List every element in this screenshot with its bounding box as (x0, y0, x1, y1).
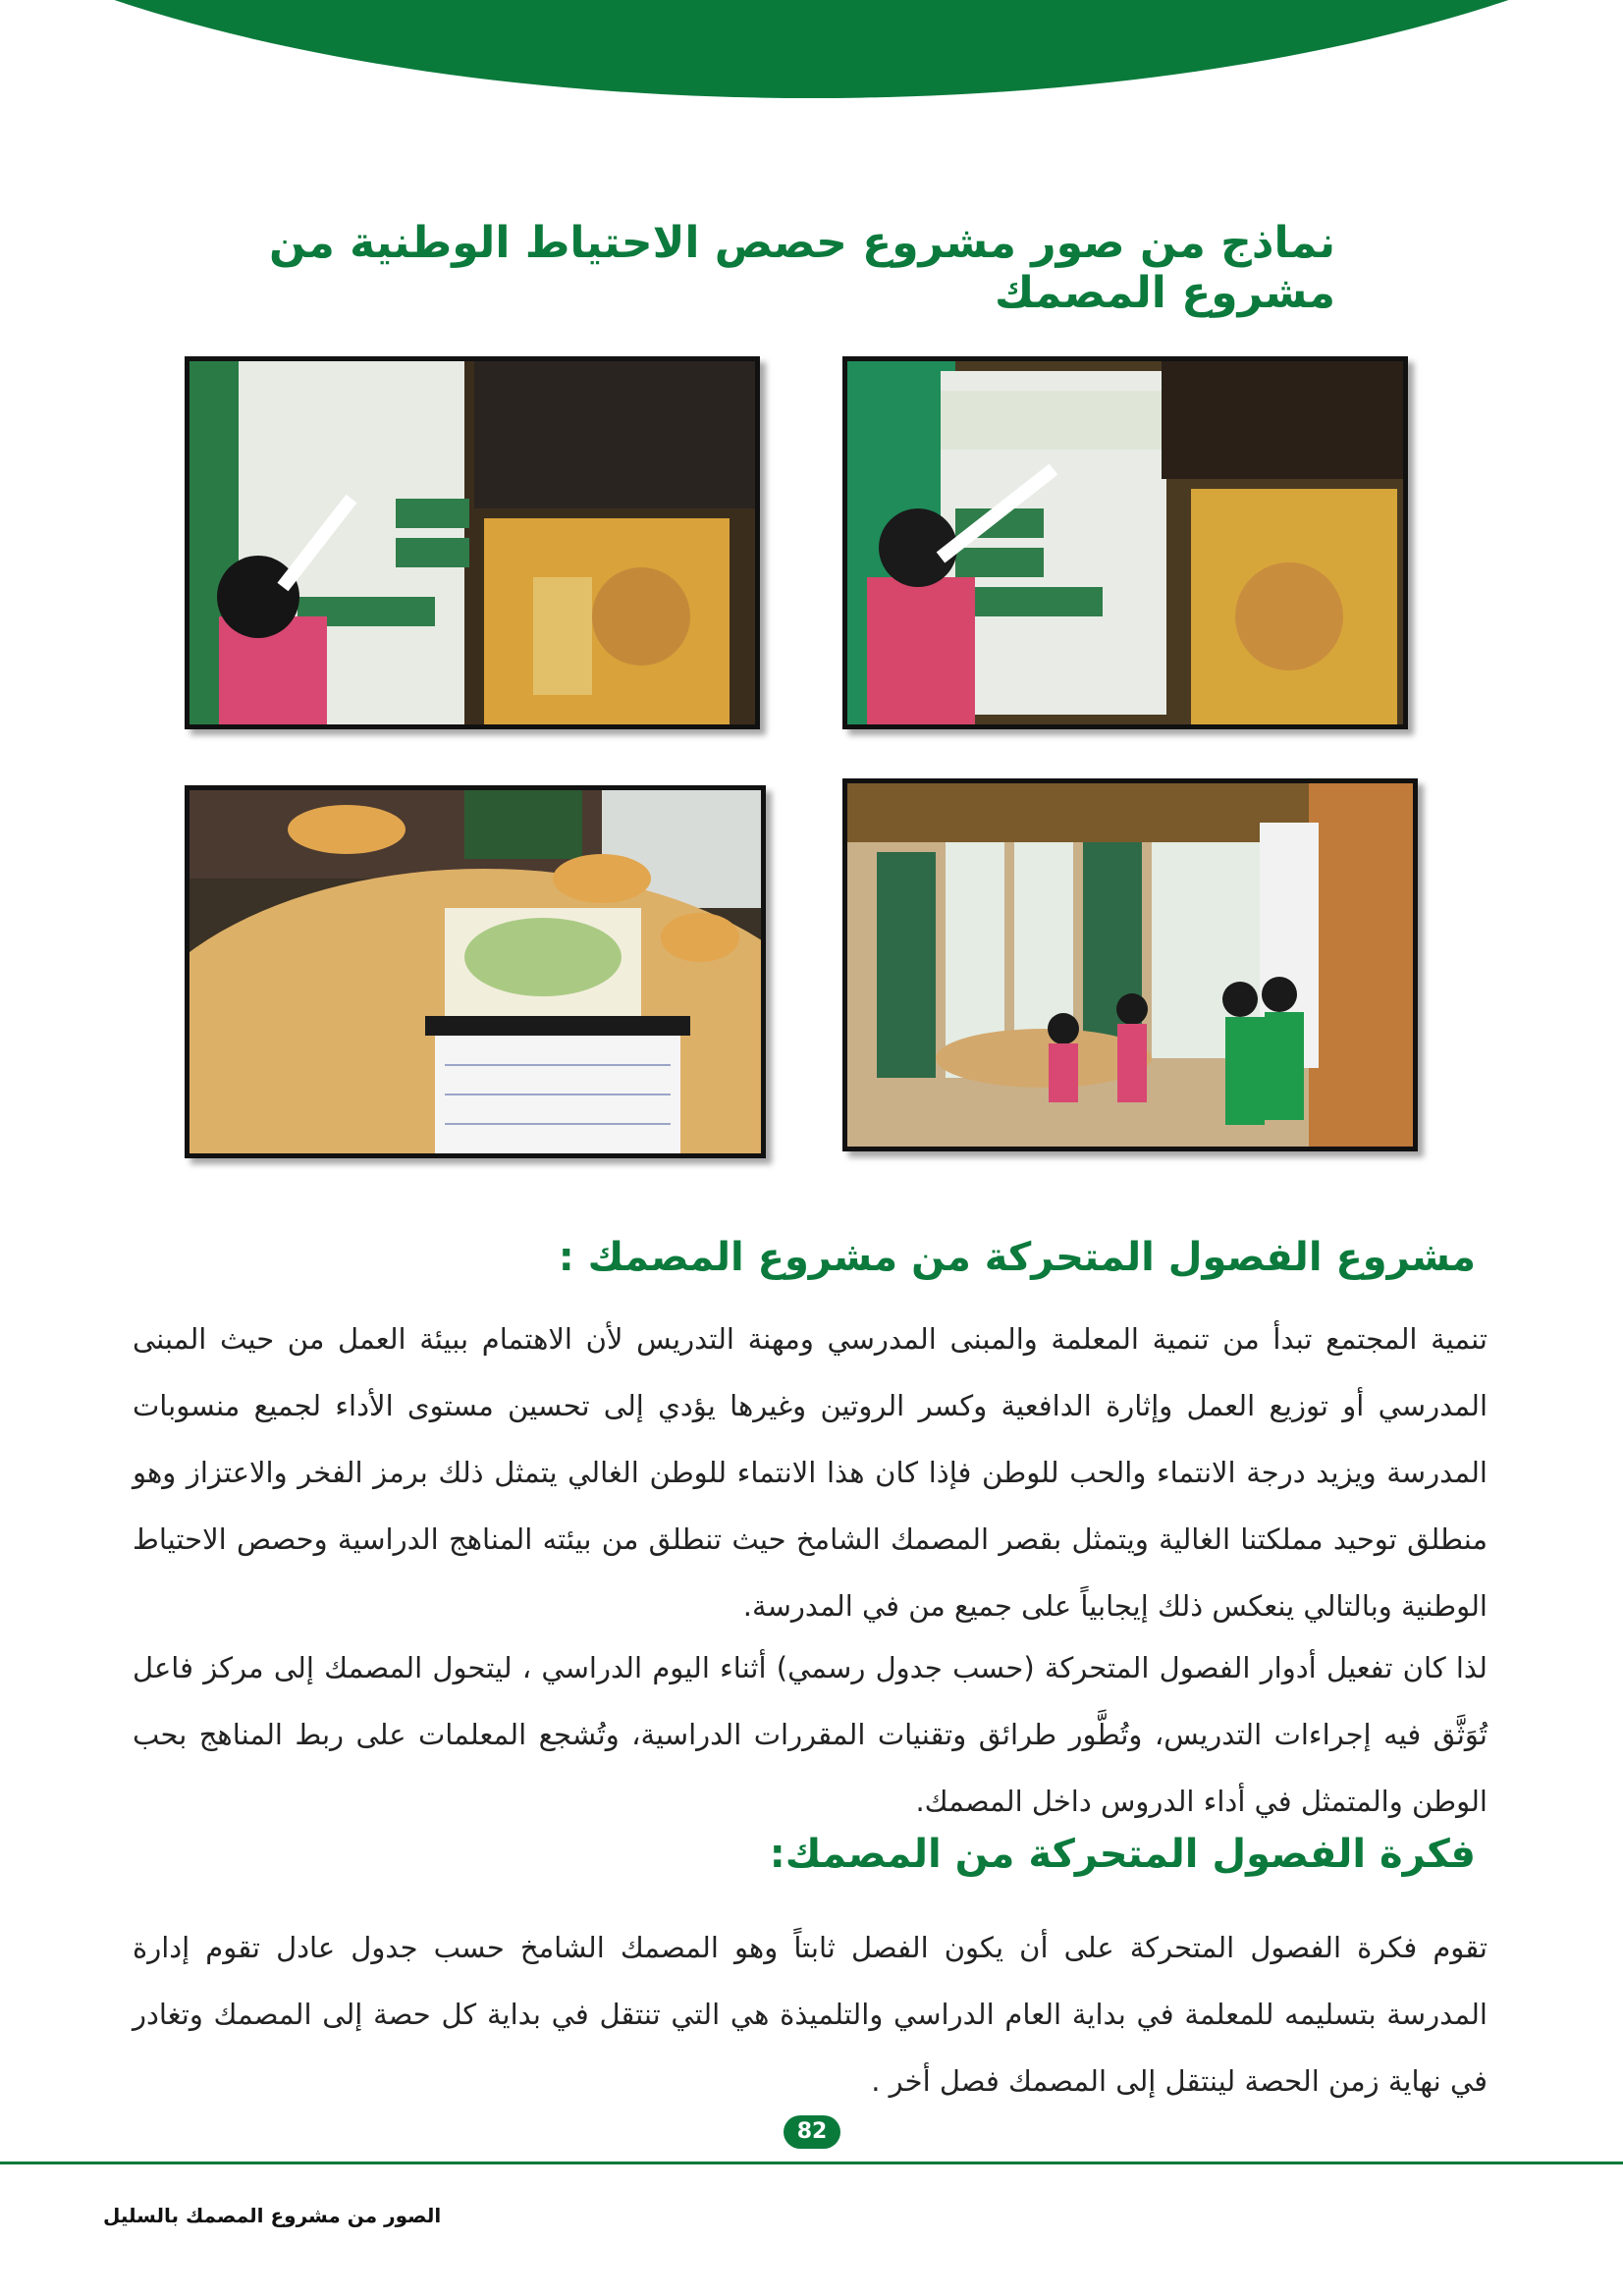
section-heading-mobile-classrooms-idea: فكرة الفصول المتحركة من المصمك: (769, 1832, 1476, 1877)
students-at-mobile-classroom-photo (842, 778, 1418, 1151)
table-with-sign-and-register-photo (185, 785, 766, 1158)
girl-pointing-at-poster-photo-2 (185, 356, 760, 729)
footer-divider (0, 2162, 1623, 2164)
page-title: نماذج من صور مشروع حصص الاحتياط الوطنية من مشروع المصمك (269, 218, 1335, 318)
footer-caption: الصور من مشروع المصمك بالسليل (103, 2204, 442, 2227)
header-green-band (0, 0, 1623, 98)
paragraph-activating-mobile-classrooms: لذا كان تفعيل أدوار الفصول المتحركة (حسب جدول رسمي) أثناء اليوم الدراسي ، ليتحول المصمك إلى مركز فاعل تُوَثَّق فيه إجراءات التدريس، وتُطَّور طرائق وتقنيات المقررات الدراسية، وتُشجع المعلمات على ربط المناهج بحب الوطن والمتمثل في أداء الدروس داخل المصمك. (133, 1651, 1488, 1818)
section-heading-mobile-classrooms: مشروع الفصول المتحركة من مشروع المصمك : (558, 1235, 1476, 1280)
paragraph-community-development: تنمية المجتمع تبدأ من تنمية المعلمة والمبنى المدرسي ومهنة التدريس لأن الاهتمام ببيئة العمل من حيث المبنى المدرسي أو توزيع العمل وإثارة الدافعية وكسر الروتين وغيرها يؤدي إلى تحسين مستوى الأداء لجميع منسوبات المدرسة ويزيد درجة الانتماء والحب للوطن فإذا كان هذا الانتماء للوطن الغالي يتمثل ذلك برمز الفخر والاعتزاز وهو منطلق توحيد مملكتنا الغالية ويتمثل بقصر المصمك الشامخ حيث تنطلق من بيئته المناهج الدراسية وحصص الاحتياط الوطنية وبالتالي ينعكس ذلك إيجابياً على جميع من في المدرسة. (133, 1322, 1488, 1623)
page-number-badge: 82 (784, 2115, 840, 2149)
paragraph-mobile-classrooms-idea: تقوم فكرة الفصول المتحركة على أن يكون الفصل ثابتاً وهو المصمك الشامخ حسب جدول عادل تقوم إدارة المدرسة بتسليمه للمعلمة في بداية العام الدراسي والتلميذة هي التي تنتقل في بداية كل حصة إلى المصمك وتغادر في نهاية زمن الحصة لينتقل إلى المصمك فصل أخر . (133, 1931, 1488, 2098)
girl-pointing-at-poster-photo-1 (842, 356, 1408, 729)
